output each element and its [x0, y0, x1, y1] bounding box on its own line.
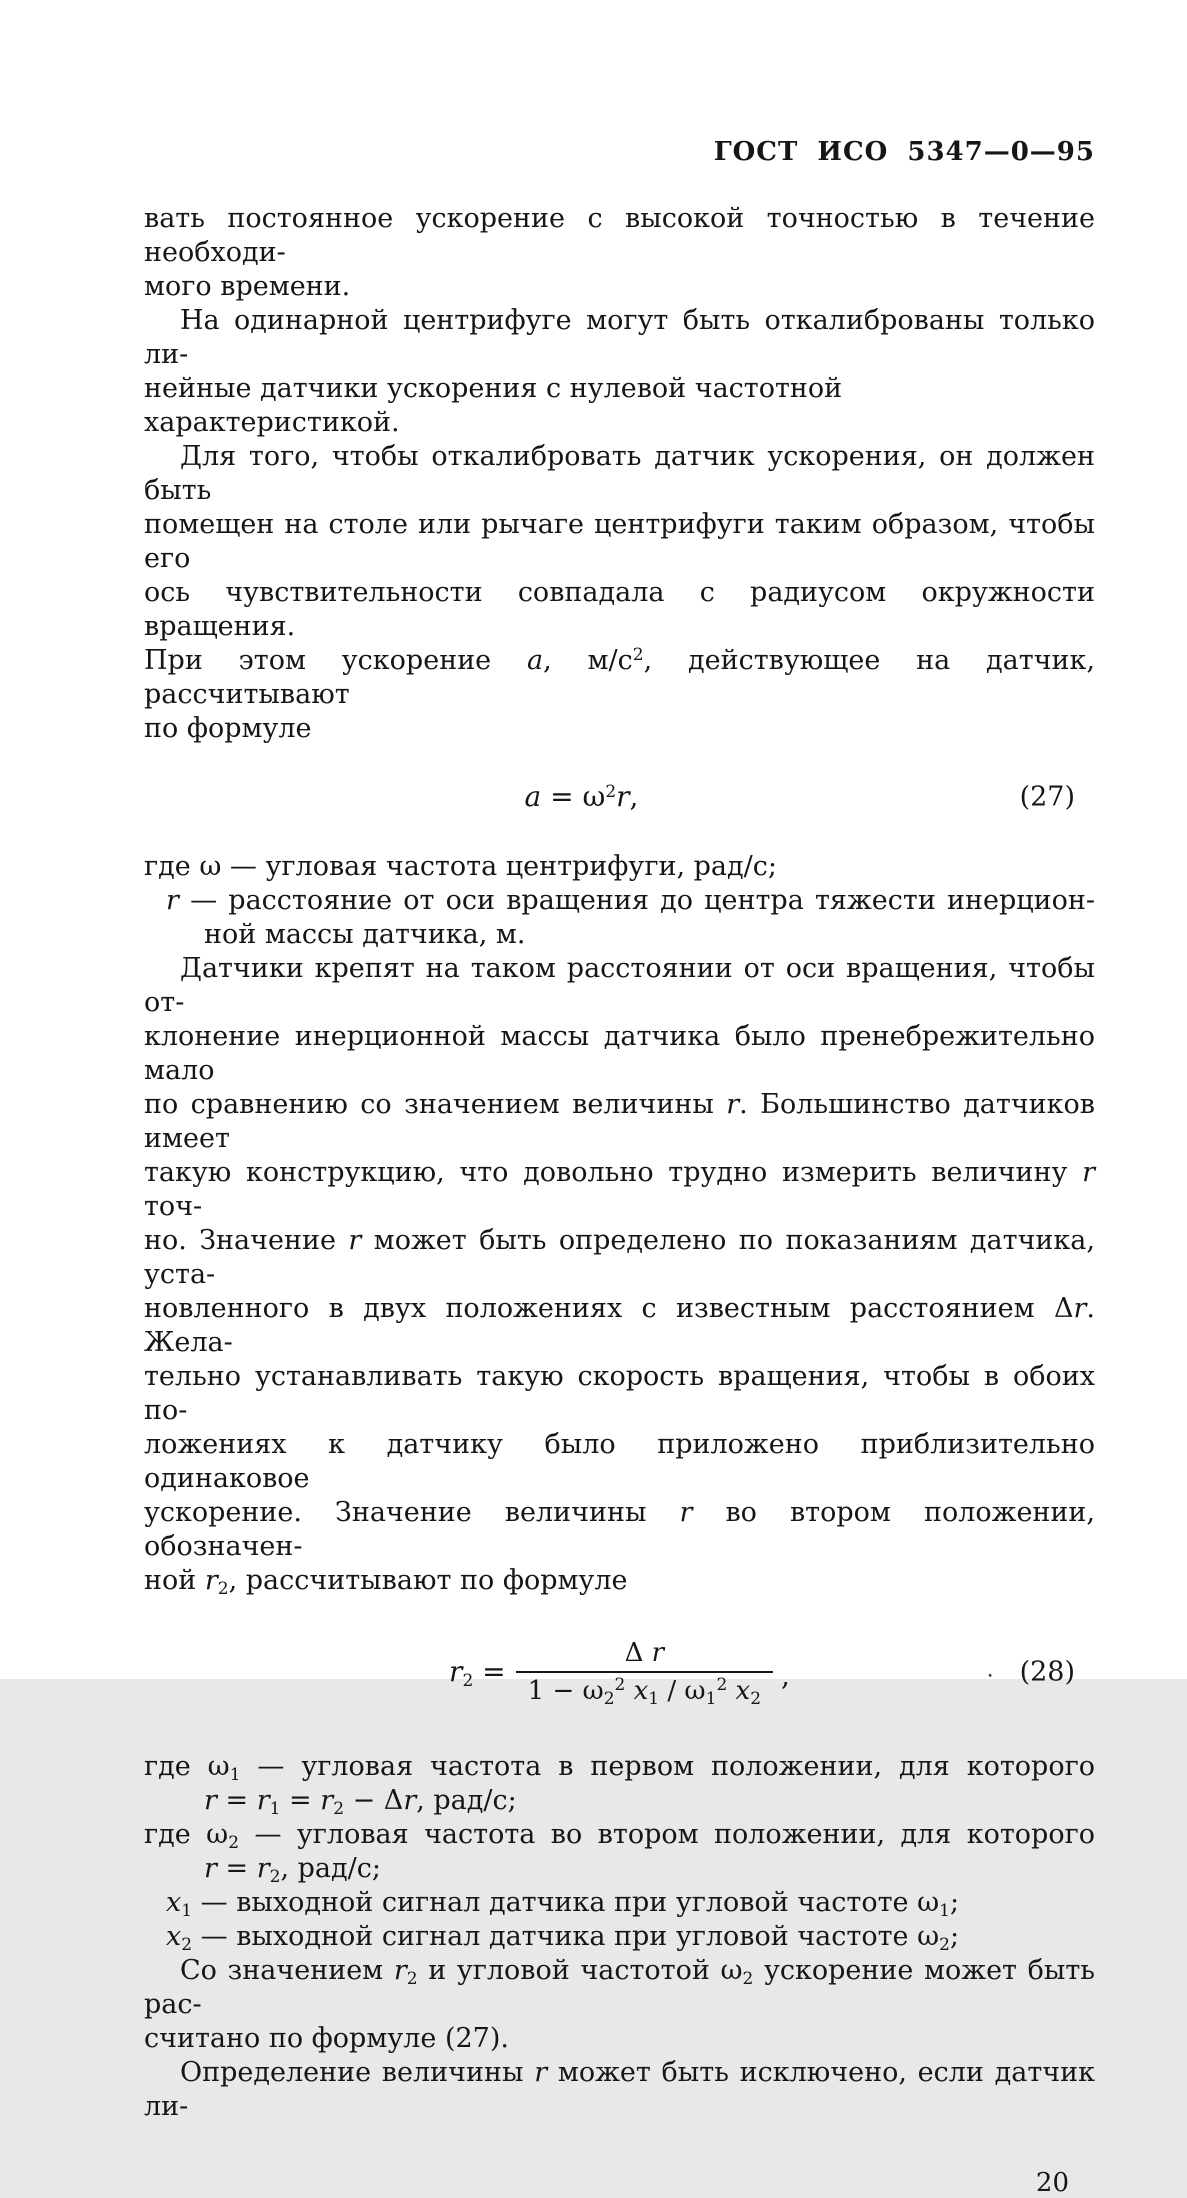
fraction — [516, 1638, 773, 1709]
formula-number: (27) — [1019, 781, 1075, 813]
formula-equation — [144, 1638, 1095, 1709]
formula-comma: , — [781, 1659, 790, 1692]
text-line: клонение инерционной массы датчика было пренебрежительно мало — [144, 1021, 1095, 1086]
text-line: помещен на столе или рычаге центрифуги таким образом, чтобы его — [144, 509, 1095, 574]
fraction-denominator: $1 - \omega_2^2$ $x_1 / \omega_1^2$ $x_2$ — [516, 1671, 773, 1706]
page-number: 20 — [1035, 2168, 1069, 2198]
text-line: тельно устанавливать такую скорость вращения, чтобы в обоих по- — [144, 1361, 1095, 1426]
text-line: но. Значение r может быть определено по показаниям датчика, уста- — [144, 1225, 1095, 1290]
paragraph-calibration-setup — [144, 440, 1095, 746]
text-line: вать постоянное ускорение с высокой точностью в течение необходи- — [144, 203, 1095, 268]
text-line: $r = r_2$, рад/с; — [204, 1853, 381, 1887]
text-line: ной массы датчика, м. — [204, 919, 526, 950]
text-line: мого времени. — [144, 271, 351, 302]
text-line: ной $r_2$, рассчитывают по формуле — [144, 1565, 628, 1599]
formula-28 — [144, 1638, 1095, 1709]
text-line: считано по формуле (27). — [144, 2023, 509, 2054]
text-line: Со значением $r_2$ и угловой частотой $\omega_2$ ускорение может быть рас- — [144, 1955, 1096, 2020]
formula-lhs: $r_2$ = — [449, 1655, 506, 1691]
paragraph-continuation — [144, 202, 1095, 304]
text-line: На одинарной центрифуге могут быть откалиброваны только ли- — [144, 305, 1095, 370]
text-line: r — расстояние от оси вращения до центра тяжести инерцион- — [166, 885, 1095, 916]
text-line: где $\omega_1$ — угловая частота в первом положении, для которого — [144, 1751, 1095, 1785]
paragraph-sensor-mounting — [144, 952, 1095, 1598]
text-line: по формуле — [144, 713, 312, 744]
text-line: $x_1$ — выходной сигнал датчика при угловой частоте $\omega_1$; — [166, 1887, 960, 1921]
definition-list-formula27 — [144, 850, 1095, 952]
text-line: Датчики крепят на таком расстоянии от оси вращения, чтобы от- — [144, 953, 1095, 1018]
text-line: новленного в двух положениях с известным расстоянием Δr. Жела- — [144, 1293, 1095, 1358]
text-line: по сравнению со значением величины r. Большинство датчиков имеет — [144, 1089, 1095, 1154]
page-header-standard: ГОСТ ИСО 5347—0—95 — [713, 137, 1095, 167]
text-line: $x_2$ — выходной сигнал датчика при угловой частоте $\omega_2$; — [166, 1921, 960, 1955]
text-line: ложениях к датчику было приложено приблизительно одинаковое — [144, 1429, 1095, 1494]
definition-list-formula28 — [144, 1750, 1095, 1954]
text-line: где $\omega_2$ — угловая частота во втором положении, для которого — [144, 1819, 1096, 1853]
formula-number: (28) — [1019, 1656, 1075, 1688]
text-line: При этом ускорение a, $м/с^2$, действующее на датчик, рассчитывают — [144, 645, 1096, 710]
text-line: $r = r_1 = r_2 - \Delta r$, рад/с; — [204, 1785, 517, 1819]
formula-equation: $a = \omega^2r$, — [524, 780, 639, 813]
text-line: такую конструкцию, что довольно трудно измерить величину r точ- — [144, 1157, 1095, 1222]
text-line: нейные датчики ускорения с нулевой частотной характеристикой. — [144, 373, 843, 438]
paragraph-single-centrifuge — [144, 304, 1095, 440]
paragraph-r-exclusion — [144, 2056, 1095, 2124]
text-line: Определение величины r может быть исключено, если датчик ли- — [144, 2057, 1096, 2122]
print-dot-artifact: . — [986, 1657, 994, 1683]
text-line: ускорение. Значение величины r во втором положении, обозначен- — [144, 1497, 1095, 1562]
text-line: ось чувствительности совпадала с радиусом окружности вращения. — [144, 577, 1095, 642]
formula-number-group — [987, 1657, 1075, 1688]
text-line: Для того, чтобы откалибровать датчик ускорения, он должен быть — [144, 441, 1095, 506]
paragraph-acceleration-calc — [144, 1954, 1095, 2056]
formula-27 — [144, 778, 1095, 816]
text-line: где ω — угловая частота центрифуги, рад/с; — [144, 851, 777, 882]
fraction-numerator: Δ r — [624, 1638, 665, 1668]
